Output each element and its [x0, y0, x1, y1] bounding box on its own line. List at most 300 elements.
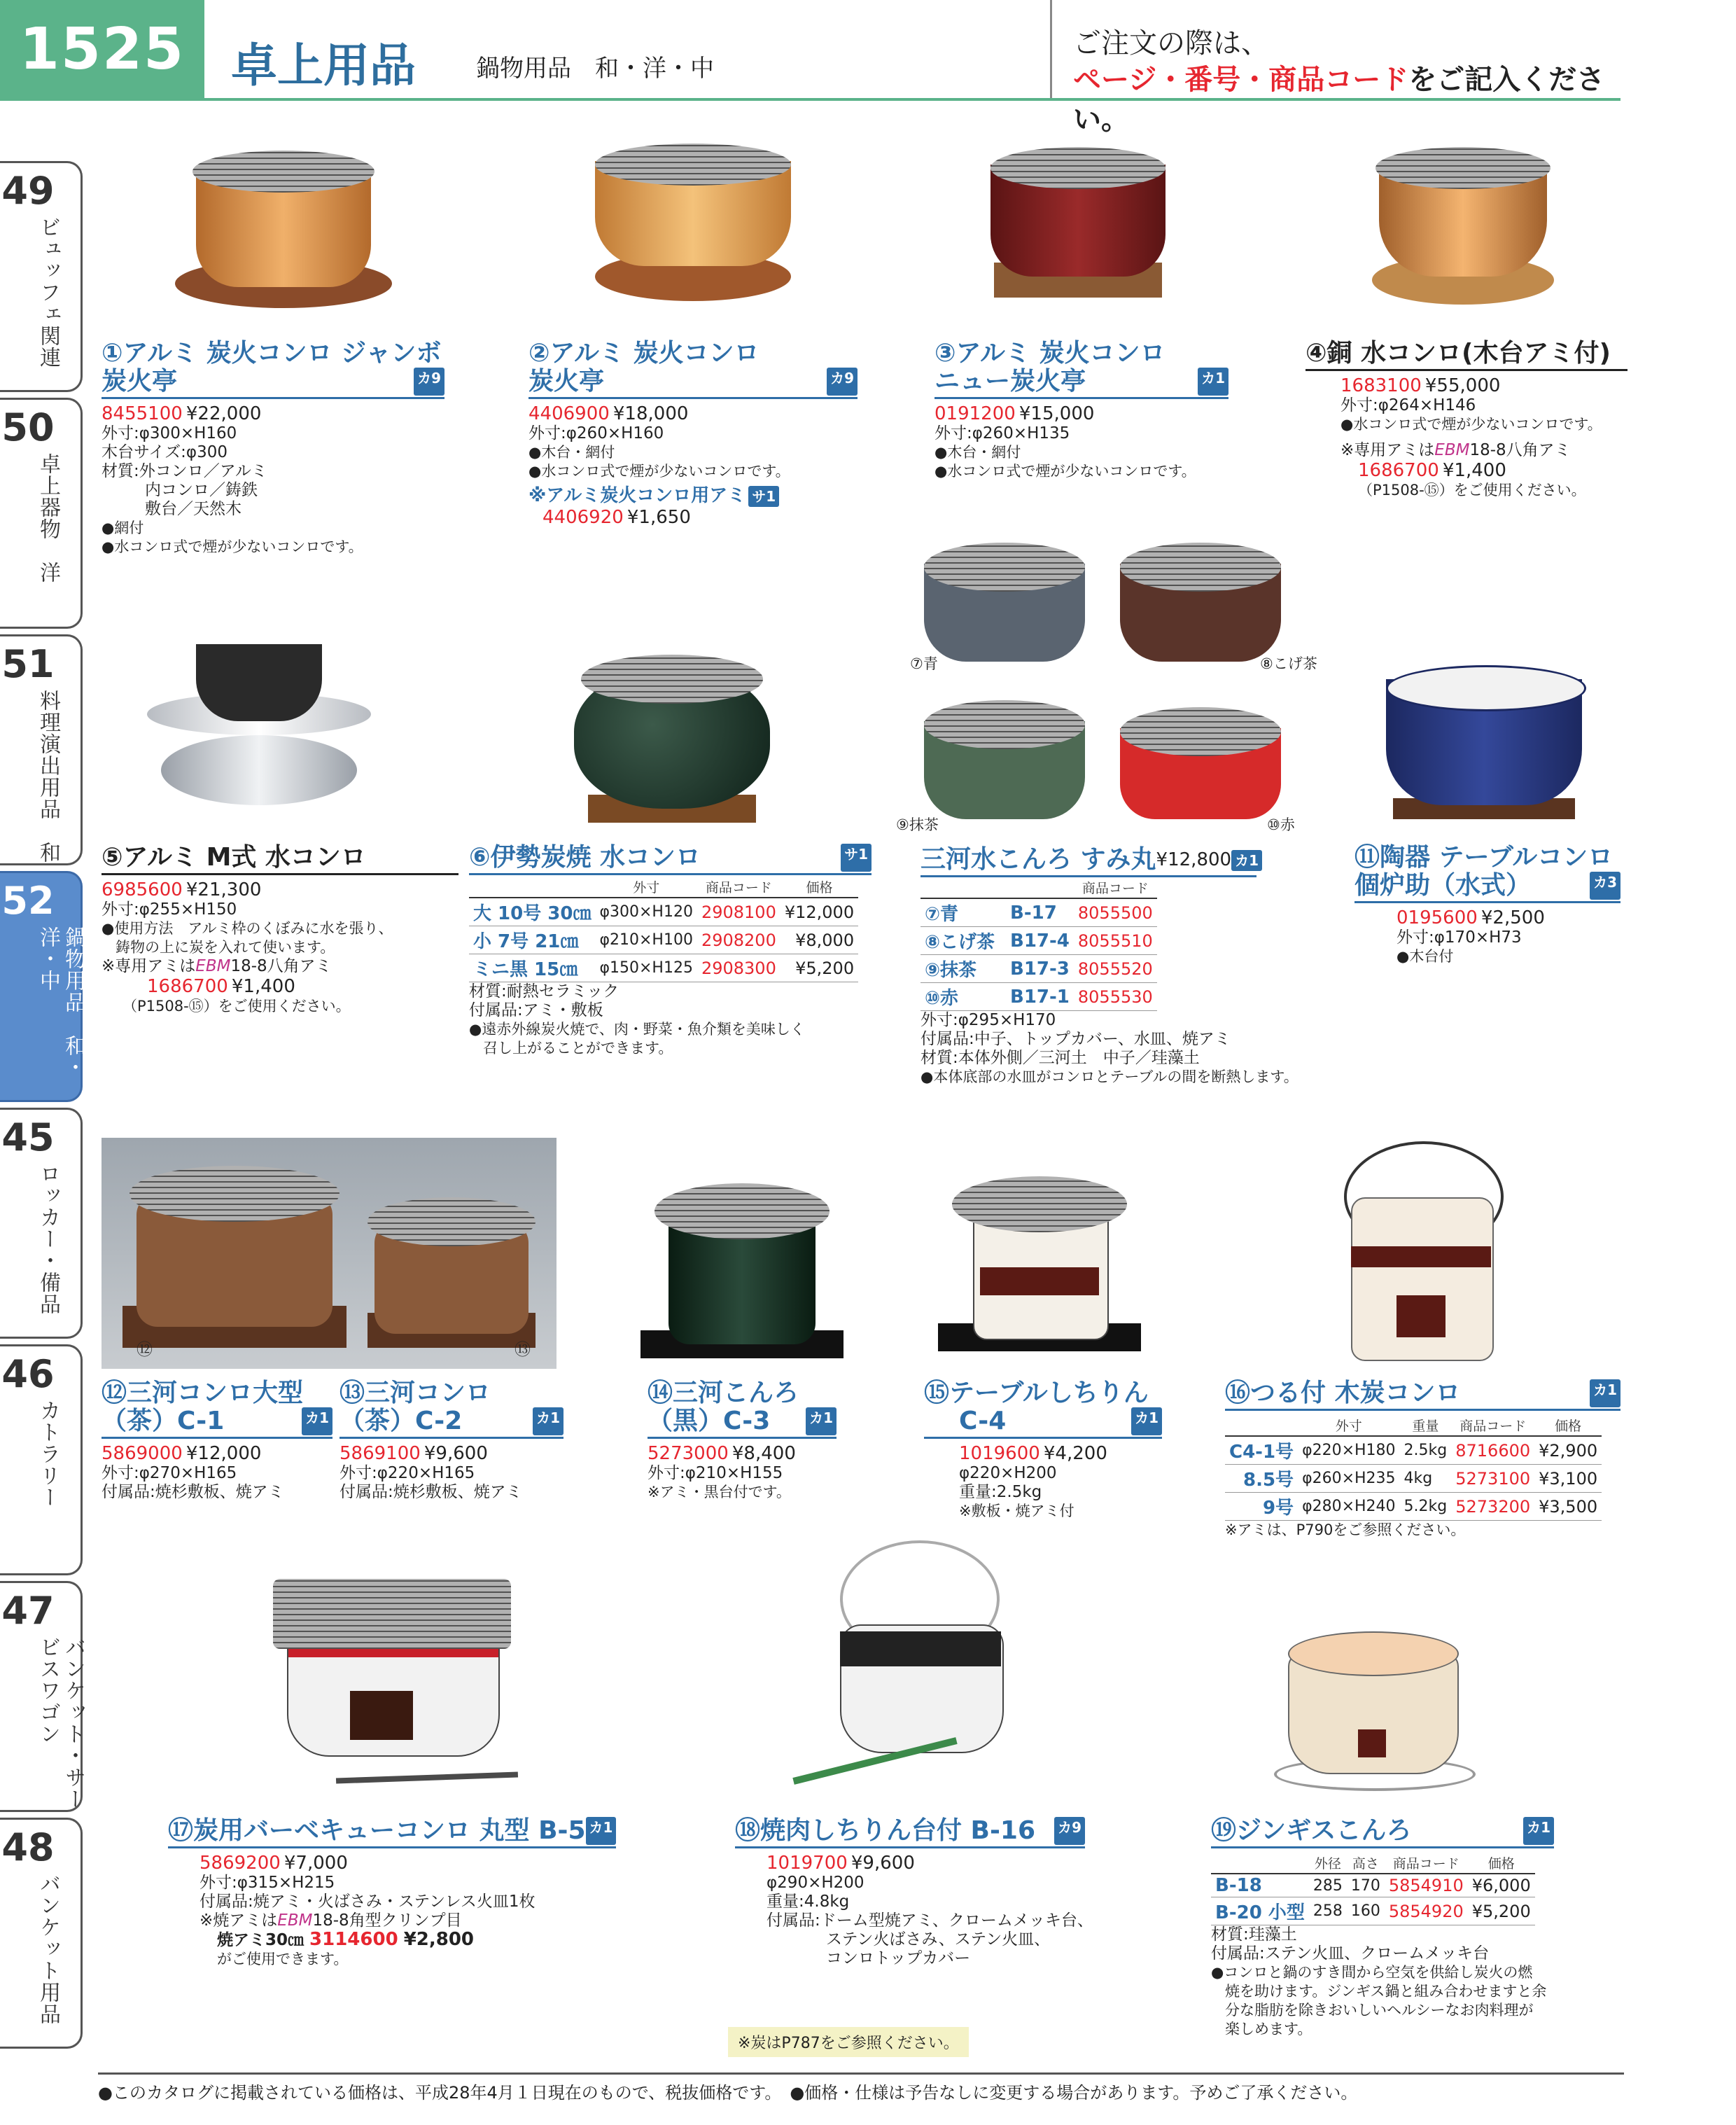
product-name-line: [920, 844, 1259, 877]
header-rule: [0, 98, 1620, 101]
product-code: 8455100: [102, 403, 183, 424]
product-17: [168, 1817, 616, 1969]
product-name-line: [1225, 1379, 1620, 1411]
page-title: 卓上用品: [231, 39, 416, 92]
spec-line: 外寸:φ260×H160: [528, 424, 664, 443]
diameter: 258: [1309, 1897, 1347, 1925]
col-header: 外寸: [1298, 1415, 1399, 1436]
variant-caption: ⑩赤: [1267, 816, 1295, 833]
product-price: ¥15,000: [1018, 403, 1095, 424]
product-name-2: 炭火亭: [102, 367, 178, 396]
product-code: 5869200: [200, 1853, 281, 1874]
product-code: 6985600: [102, 879, 183, 900]
spec-line: ●使用方法 アルミ枠のくぼみに水を張り、: [102, 920, 393, 937]
spec-line: 外寸:φ264×H146: [1340, 396, 1476, 414]
weight: 4kg: [1400, 1465, 1452, 1493]
product-16: [1225, 1379, 1620, 1540]
spec-line: ※アミ・黒台付です。: [648, 1484, 791, 1500]
product-code: 4406900: [528, 403, 610, 424]
product-price: ¥12,000: [186, 1443, 262, 1464]
product-name-line2: [528, 368, 858, 399]
spec-line: 召し上がることができます。: [483, 1040, 673, 1057]
product-1: [102, 340, 444, 557]
product-price: ¥7,000: [284, 1853, 348, 1874]
size-table: [469, 877, 858, 982]
product-price: ¥18,000: [612, 403, 689, 424]
image-caption: ⑬: [514, 1341, 531, 1359]
tab-label: ビュッフェ関連: [36, 216, 60, 368]
table-row: [1225, 1465, 1602, 1493]
size: φ210×H100: [595, 926, 696, 954]
tab-51[interactable]: [0, 634, 83, 865]
spec-line: ●木台付: [1396, 948, 1454, 965]
charcoal-note: ※炭はP787をご参照ください。: [728, 2027, 969, 2057]
col-header: 価格: [1534, 1415, 1602, 1436]
weight: 5.2kg: [1400, 1493, 1452, 1521]
size-name: 小 7号 21㎝: [469, 926, 595, 954]
product-name: ⑯つる付 木炭コンロ: [1225, 1379, 1461, 1407]
model: B-20 小型: [1211, 1897, 1309, 1925]
image-caption: ⑫: [136, 1341, 153, 1359]
product-18: [735, 1816, 1093, 1968]
product-name-line2: [924, 1407, 1162, 1439]
product-image-15: [938, 1162, 1141, 1365]
size-name: 大 10号 30㎝: [469, 898, 595, 926]
notice-emphasis: ページ・番号・商品コード: [1073, 64, 1409, 96]
col-header: 価格: [1468, 1853, 1535, 1874]
product-image-9: [917, 693, 1092, 826]
size: φ280×H240: [1298, 1493, 1399, 1521]
spec-line: 外寸:φ295×H170: [920, 1011, 1056, 1029]
spec-line: [168, 1930, 616, 1950]
page-number: 1525: [0, 0, 204, 98]
price: ¥3,100: [1534, 1465, 1602, 1493]
spec-line: ●遠赤外線炭火焼で、肉・野菜・魚介類を美味しく: [469, 1021, 805, 1038]
table-row: [1225, 1493, 1602, 1521]
spec-line: 付属品:焼アミ・火ばさみ・ステンレス火皿1枚: [200, 1893, 536, 1911]
product-price: ¥2,500: [1480, 907, 1545, 928]
spec-line: [102, 957, 458, 976]
model: B-17: [1006, 898, 1074, 927]
product-image-4: [1351, 137, 1575, 319]
product-name: ②アルミ 炭火コンロ: [528, 339, 760, 368]
spec-line: 付属品:アミ・敷板: [469, 1001, 603, 1019]
note-prefix: ※専用アミは: [1340, 441, 1435, 459]
product-name-2: C-4: [959, 1407, 1007, 1435]
product-name: ⑥伊勢炭焼 水コンロ: [469, 843, 701, 872]
product-image-16: [1330, 1141, 1512, 1365]
product-name-2: （茶）C-1: [102, 1407, 225, 1435]
tab-48[interactable]: [0, 1818, 83, 2049]
table-row: [1211, 1874, 1535, 1897]
spec-line: 外寸:φ220×H165: [340, 1464, 475, 1482]
height: 170: [1347, 1874, 1385, 1897]
col-header: 外径: [1309, 1853, 1347, 1874]
spec-line: （P1508-⑮）をご使用ください。: [122, 998, 351, 1015]
note-item: 18-8八角アミ: [1469, 441, 1571, 459]
price: ¥5,200: [780, 954, 858, 982]
option-price: ¥1,400: [231, 976, 295, 997]
spec-line: 敷台／天然木: [145, 500, 241, 518]
spec-line: φ220×H200: [959, 1464, 1057, 1482]
product-name-2: 炭火亭: [528, 367, 605, 396]
spec-line: 付属品:中子、トップカバー、水皿、焼アミ: [920, 1030, 1231, 1048]
tab-label: ロッカー・備品: [36, 1163, 60, 1315]
product-name: ⑰炭用バーベキューコンロ 丸型 B-5: [168, 1816, 586, 1845]
product-name: ③アルミ 炭火コンロ: [934, 339, 1166, 368]
product-name-line2: [648, 1407, 836, 1439]
size-name: 9号: [1225, 1493, 1298, 1521]
code: 8716600: [1451, 1436, 1534, 1465]
tab-50[interactable]: [0, 398, 83, 629]
product-price: ¥4,200: [1043, 1443, 1107, 1464]
variant-caption: ⑦青: [910, 655, 938, 672]
tab-label: 料理演出用品 和: [36, 690, 60, 863]
product-image-17: [266, 1572, 518, 1796]
variant-table: [920, 877, 1157, 1011]
product-name-2: （黒）C-3: [648, 1407, 771, 1435]
product-image-5: [140, 630, 378, 819]
size-table: [1225, 1415, 1602, 1521]
product-price: ¥8,400: [732, 1443, 796, 1464]
product-7: [920, 844, 1298, 1087]
spec-line: 付属品:ステン火皿、クロームメッキ台: [1211, 1944, 1490, 1963]
note-prefix: ※焼アミは: [200, 1911, 278, 1930]
ebm-logo: EBM: [1434, 441, 1470, 459]
product-code: 5869100: [340, 1443, 421, 1464]
product-image-14: [640, 1176, 844, 1365]
spec-line: ●水コンロ式で煙が少ないコンロです。: [102, 538, 363, 555]
spec-line: 重量:2.5kg: [959, 1483, 1042, 1501]
spec-line: 材質:珪藻土: [1211, 1925, 1297, 1944]
option-code: 4406920: [542, 507, 624, 528]
notice-rest: をご記入ください。: [1073, 64, 1605, 136]
table-row: [920, 927, 1157, 955]
product-image-18: [777, 1540, 1043, 1792]
code: 2908300: [697, 954, 780, 982]
col-header: 商品コード: [1074, 877, 1157, 898]
option-code: 1686700: [1358, 460, 1439, 481]
model: B17-3: [1006, 955, 1074, 983]
code: 5854920: [1385, 1897, 1468, 1925]
spec-line: ●水コンロ式で煙が少ないコンロです。: [1340, 416, 1602, 433]
supplier-badge: カ9: [827, 368, 858, 396]
notice-line1: ご注文の際は、: [1073, 27, 1269, 60]
table-row: [469, 926, 858, 954]
size: φ300×H120: [595, 898, 696, 926]
product-14: [648, 1379, 836, 1502]
product-code: 1019700: [766, 1853, 848, 1874]
product-name-line2: [340, 1407, 564, 1439]
spec-line: がご使用できます。: [217, 1951, 349, 1967]
table-row: [920, 955, 1157, 983]
note-item: 18-8角型クリンプ目: [312, 1911, 462, 1930]
product-name: ⑫三河コンロ大型: [102, 1379, 304, 1407]
size-name: C4-1号: [1225, 1436, 1298, 1465]
product-code: 0195600: [1396, 907, 1478, 928]
size-table: [1211, 1853, 1535, 1925]
supplier-badge: カ3: [1590, 872, 1620, 900]
option-price: ¥1,650: [626, 507, 691, 528]
size: φ150×H125: [595, 954, 696, 982]
product-image-10: [1113, 700, 1288, 826]
spec-line: 材質:外コンロ／アルミ: [102, 462, 267, 480]
notice-line2: [1073, 57, 1623, 137]
spec-line: ●コンロと鍋のすき間から空気を供給し炭火の燃: [1211, 1964, 1533, 1981]
spec-line: 付属品:焼杉敷板、焼アミ: [102, 1483, 284, 1501]
table-row: [1211, 1897, 1535, 1925]
product-name: ④銅 水コンロ(木台アミ付): [1306, 340, 1628, 371]
tab-47[interactable]: [0, 1581, 83, 1812]
col-header: 商品コード: [1451, 1415, 1534, 1436]
product-15: [924, 1379, 1162, 1521]
product-code: 1019600: [959, 1443, 1040, 1464]
product-code: 1683100: [1340, 375, 1422, 396]
col-header: 外寸: [595, 877, 696, 898]
code: 2908200: [697, 926, 780, 954]
product-4: [1306, 340, 1628, 500]
spec-line: ●水コンロ式で煙が少ないコンロです。: [528, 463, 790, 480]
variant-name: ⑨抹茶: [920, 955, 1006, 983]
order-notice: [1050, 0, 1623, 136]
code: 5273100: [1451, 1465, 1534, 1493]
spec-line: 外寸:φ255×H150: [102, 900, 237, 919]
spec-line: 楽しめます。: [1225, 2021, 1312, 2037]
code: 5273200: [1451, 1493, 1534, 1521]
product-name-2: 個炉助（水式）: [1354, 871, 1532, 900]
page-subtitle: 鍋物用品 和・洋・中: [476, 55, 714, 83]
product-name-line2: [1354, 872, 1620, 903]
spec-line: ※敷板・焼アミ付: [959, 1503, 1074, 1519]
product-6: [469, 844, 872, 1058]
code: 8055520: [1074, 955, 1157, 983]
product-image-8: [1113, 536, 1288, 669]
spec-line: ※アミは、P790をご参照ください。: [1225, 1521, 1466, 1538]
spec-line: 焼を助けます。ジンギス鍋と組み合わせますと余: [1225, 1983, 1547, 2000]
col-header: 重量: [1400, 1415, 1452, 1436]
model: B17-4: [1006, 927, 1074, 955]
spec-line: 外寸:φ210×H155: [648, 1464, 783, 1482]
size-name: 8.5号: [1225, 1465, 1298, 1493]
code: 8055500: [1074, 898, 1157, 927]
product-price: ¥22,000: [186, 403, 262, 424]
product-5: [102, 844, 458, 1016]
supplier-badge: カ1: [1131, 1407, 1162, 1435]
product-13: [340, 1379, 564, 1502]
table-row: [469, 898, 858, 926]
tab-number: 49: [1, 169, 55, 213]
supplier-badge: カ9: [414, 368, 444, 396]
tab-number: 50: [1, 405, 55, 450]
product-11: [1354, 844, 1620, 966]
option-badge: サ1: [748, 486, 779, 507]
supplier-badge: カ1: [1590, 1379, 1620, 1407]
spec-line: 付属品:焼杉敷板、焼アミ: [340, 1483, 522, 1501]
spec-line: ●水コンロ式で煙が少ないコンロです。: [934, 463, 1196, 480]
product-name-line2: [934, 368, 1228, 399]
product-19: [1211, 1817, 1554, 2039]
product-price: ¥9,600: [850, 1853, 915, 1874]
tab-label: カトラリー: [36, 1400, 60, 1508]
spec-line: コンロトップカバー: [826, 1949, 971, 1967]
spec-line: [168, 1911, 616, 1930]
footer-note: ●このカタログに掲載されている価格は、平成28年4月１日現在のもので、税抜価格です。 ●価格・仕様は予告なしに変更する場合があります。予めご了承ください。: [98, 2072, 1624, 2103]
note-item: 18-8八角アミ: [230, 957, 332, 975]
supplier-badge: カ1: [302, 1407, 332, 1435]
spec-line: φ290×H200: [766, 1874, 864, 1892]
tab-52-active[interactable]: [0, 871, 83, 1102]
option-code: 1686700: [147, 976, 228, 997]
product-name-line: [168, 1817, 616, 1848]
spec-line: [1306, 441, 1628, 460]
product-name: ⑬三河コンロ: [340, 1379, 491, 1407]
model: B17-1: [1006, 983, 1074, 1011]
product-2: [528, 340, 858, 528]
product-name-line: [1211, 1817, 1554, 1848]
product-name-line2: [102, 1407, 332, 1439]
tab-label: 卓上器物 洋: [36, 453, 60, 583]
supplier-badge: カ1: [533, 1407, 564, 1435]
option-name: ※アルミ炭火コンロ用アミ: [528, 485, 746, 506]
variant-caption: ⑨抹茶: [896, 816, 939, 833]
product-code: 0191200: [934, 403, 1016, 424]
tab-number: 46: [1, 1352, 55, 1396]
product-name: ①アルミ 炭火コンロ ジャンボ: [102, 339, 442, 368]
product-image-19: [1267, 1624, 1477, 1792]
spec-line: 木台サイズ:φ300: [102, 443, 227, 461]
product-code: 5869000: [102, 1443, 183, 1464]
col-header: 商品コード: [697, 877, 780, 898]
option-line: [528, 481, 858, 507]
product-image-3: [973, 137, 1183, 312]
supplier-badge: カ1: [1198, 368, 1228, 396]
tab-49[interactable]: [0, 161, 83, 392]
product-name-2: （茶）C-2: [340, 1407, 463, 1435]
tab-label: 鍋物用品 和・洋・中: [36, 926, 85, 1078]
product-12: [102, 1379, 332, 1502]
weight: 2.5kg: [1400, 1436, 1452, 1465]
supplier-badge: カ1: [586, 1817, 617, 1845]
tab-number: 47: [1, 1589, 55, 1633]
tab-number: 45: [1, 1115, 55, 1159]
price: ¥12,000: [780, 898, 858, 926]
size: φ220×H180: [1298, 1436, 1399, 1465]
product-name: ⑤アルミ M式 水コンロ: [102, 844, 458, 875]
price: ¥8,000: [780, 926, 858, 954]
price: ¥2,900: [1534, 1436, 1602, 1465]
product-3: [934, 340, 1228, 481]
product-name: 三河水こんろ すみ丸: [920, 845, 1156, 874]
code: 8055530: [1074, 983, 1157, 1011]
supplier-badge: カ1: [1231, 850, 1262, 871]
product-image-2: [581, 133, 805, 315]
code: 2908100: [697, 898, 780, 926]
model: B-18: [1211, 1874, 1309, 1897]
tab-number: 52: [1, 879, 55, 923]
product-name-2: ニュー炭火亭: [934, 367, 1086, 396]
tab-number: 48: [1, 1825, 55, 1869]
tab-45[interactable]: [0, 1108, 83, 1339]
price: ¥3,500: [1534, 1493, 1602, 1521]
option-name: 焼アミ30㎝: [217, 1931, 304, 1949]
spec-line: 材質:本体外側／三河土 中子／珪藻土: [920, 1049, 1200, 1067]
diameter: 285: [1309, 1874, 1347, 1897]
note-prefix: ※専用アミは: [102, 957, 196, 975]
spec-line: 外寸:φ270×H165: [102, 1464, 237, 1482]
spec-line: （P1508-⑮）をご使用ください。: [1358, 482, 1586, 499]
spec-line: ●網付: [102, 520, 144, 536]
product-image-12-13: [102, 1138, 556, 1369]
ebm-logo: EBM: [277, 1911, 313, 1930]
variant-name: ⑧こげ茶: [920, 927, 1006, 955]
spec-line: 分な脂肪を除きおいしいヘルシーなお肉料理が: [1225, 2002, 1534, 2019]
product-price: ¥12,800: [1156, 849, 1232, 870]
code: 8055510: [1074, 927, 1157, 955]
product-price: ¥55,000: [1424, 375, 1501, 396]
product-price: ¥21,300: [186, 879, 262, 900]
col-header: 高さ: [1347, 1853, 1385, 1874]
col-header: 商品コード: [1385, 1853, 1468, 1874]
size: φ260×H235: [1298, 1465, 1399, 1493]
price: ¥5,200: [1468, 1897, 1535, 1925]
table-row: [920, 898, 1157, 927]
supplier-badge: サ1: [841, 844, 872, 872]
tab-label: バンケット・サービスワゴン: [36, 1636, 85, 1810]
product-name: ⑲ジンギスこんろ: [1211, 1816, 1412, 1845]
product-name: ⑭三河こんろ: [648, 1379, 799, 1407]
tab-label: バンケット用品: [36, 1873, 60, 2025]
size-name: ミニ黒 15㎝: [469, 954, 595, 982]
option-price: ¥2,800: [403, 1929, 475, 1950]
product-code: 5273000: [648, 1443, 729, 1464]
product-image-6: [567, 641, 777, 830]
option-price: ¥1,400: [1442, 460, 1506, 481]
supplier-badge: カ9: [1054, 1817, 1085, 1845]
variant-caption: ⑧こげ茶: [1260, 655, 1317, 672]
spec-line: ステン火ばさみ、ステン火皿、: [826, 1930, 1051, 1949]
spec-line: 内コンロ／鋳鉄: [145, 481, 258, 499]
product-name-line: [469, 844, 872, 875]
spec-line: 外寸:φ170×H73: [1396, 928, 1522, 947]
spec-line: 材質:耐熱セラミック: [469, 982, 620, 1001]
spec-line: 外寸:φ315×H215: [200, 1874, 335, 1892]
spec-line: 外寸:φ300×H160: [102, 424, 237, 443]
product-name-line2: [102, 368, 444, 399]
product-name: ⑮テーブルしちりん: [924, 1379, 1149, 1407]
tab-46[interactable]: [0, 1344, 83, 1575]
product-image-7: [917, 536, 1092, 669]
variant-name: ⑩赤: [920, 983, 1006, 1011]
spec-line: ●木台・網付: [528, 444, 615, 461]
product-name-line: [735, 1817, 1085, 1848]
code: 5854910: [1385, 1874, 1468, 1897]
spec-line: 重量:4.8kg: [766, 1893, 850, 1911]
option-code: 3114600: [309, 1929, 398, 1950]
table-row: [469, 954, 858, 982]
product-image-1: [175, 140, 392, 322]
col-header: 価格: [780, 877, 858, 898]
spec-line: ●木台・網付: [934, 444, 1021, 461]
tab-number: 51: [1, 642, 55, 686]
spec-line: 鋳物の上に炭を入れて使います。: [115, 939, 335, 956]
price: ¥6,000: [1468, 1874, 1535, 1897]
product-name: ⑪陶器 テーブルコンロ: [1354, 843, 1614, 872]
variant-name: ⑦青: [920, 898, 1006, 927]
product-name: ⑱焼肉しちりん台付 B-16: [735, 1816, 1036, 1845]
spec-line: 外寸:φ260×H135: [934, 424, 1070, 443]
table-row: [1225, 1436, 1602, 1465]
spec-line: 付属品:ドーム型焼アミ、クロームメッキ台、: [766, 1911, 1093, 1930]
